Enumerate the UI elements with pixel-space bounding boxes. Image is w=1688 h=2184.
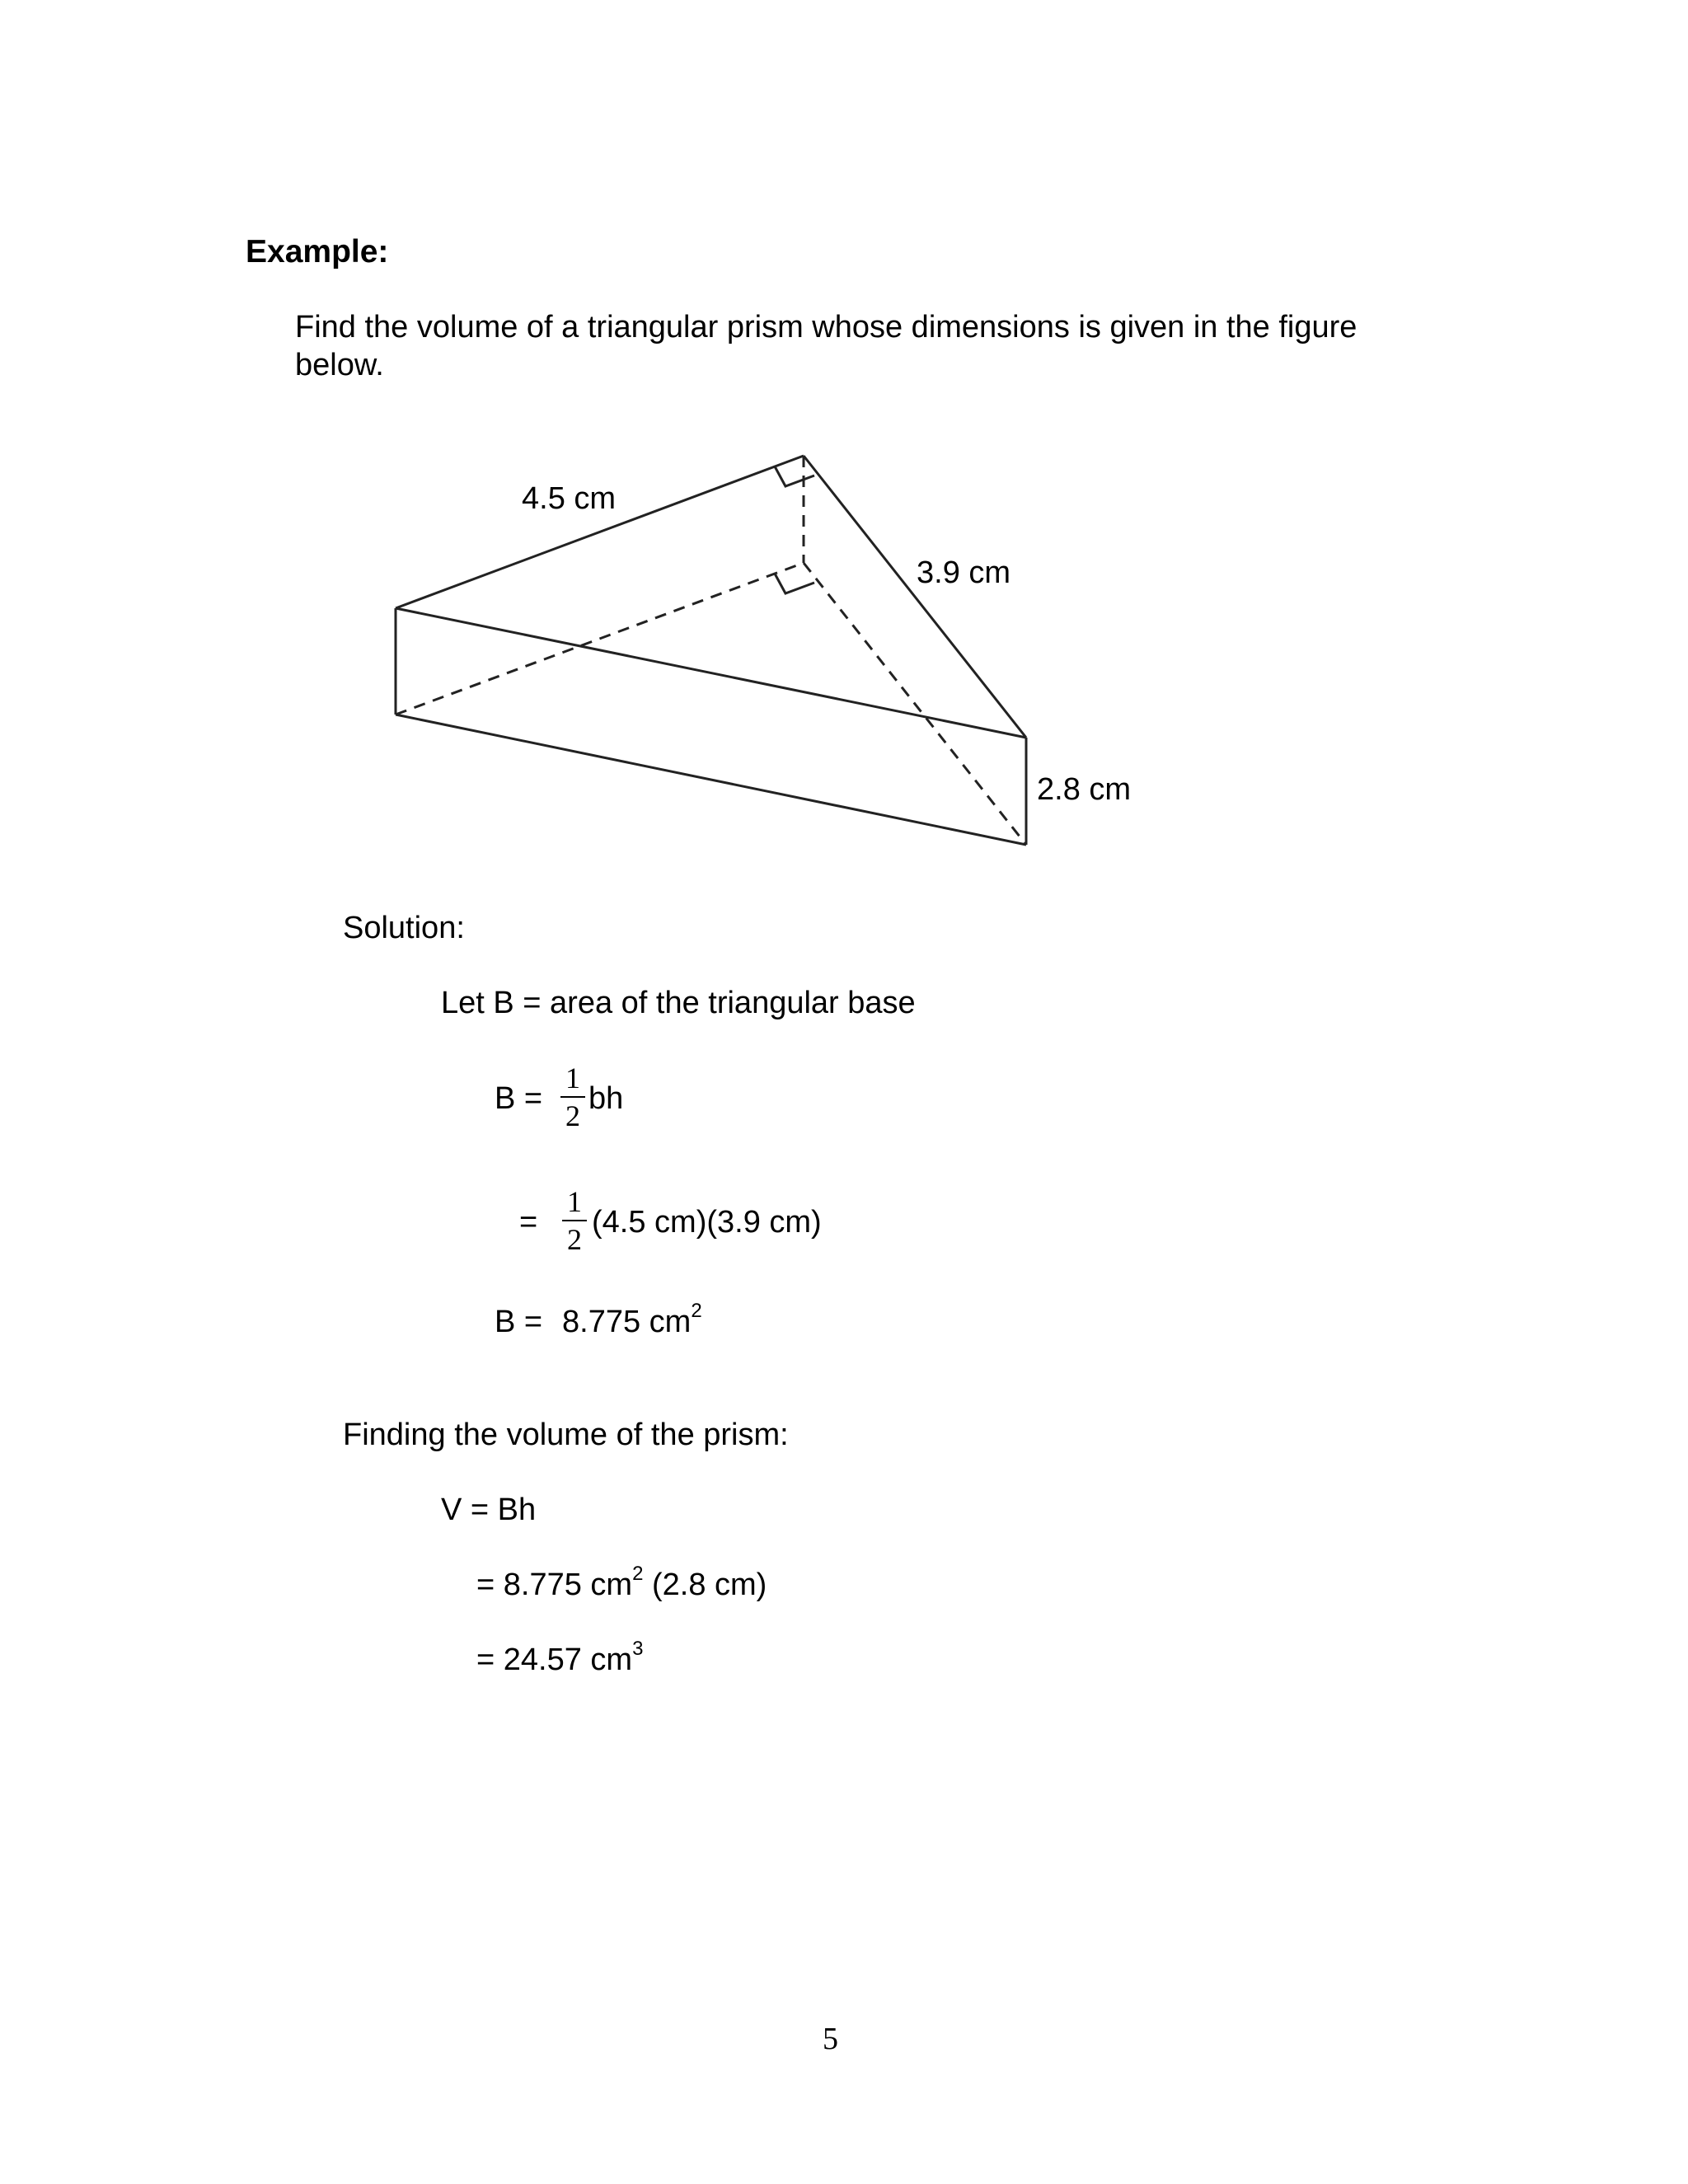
triangular-prism-figure — [0, 0, 1688, 907]
problem-line-1: Find the volume of a triangular prism whose dimensions is given in the figure — [295, 310, 1357, 344]
problem-line-2: below. — [295, 348, 384, 382]
example-heading: Example: — [246, 234, 389, 269]
step2-lhs: = — [519, 1205, 538, 1240]
base-area-value: 8.775 cm — [562, 1305, 692, 1339]
fraction-denominator: 2 — [567, 1223, 582, 1256]
page-number: 5 — [823, 2022, 838, 2056]
prism-top-edge-b — [804, 456, 1026, 738]
dimension-label-2-8: 2.8 cm — [1037, 772, 1132, 807]
right-angle-marker-top — [775, 466, 814, 486]
fraction-numerator: 1 — [567, 1185, 582, 1218]
prism-top-edge-a — [396, 456, 804, 608]
volume-formula: V = Bh — [441, 1493, 537, 1527]
prism-bottom-edge-front — [396, 715, 1026, 845]
step1-lhs: B = — [495, 1081, 543, 1116]
fraction-denominator: 2 — [565, 1099, 580, 1132]
volume-step-1-exponent: 2 — [632, 1563, 644, 1585]
prism-top-edge-front — [396, 608, 1026, 738]
dimension-label-3-9: 3.9 cm — [917, 555, 1011, 590]
solution-label: Solution: — [343, 911, 465, 945]
base-area-exponent: 2 — [691, 1300, 702, 1322]
right-angle-marker-bottom — [775, 574, 814, 593]
fraction-bar — [560, 1096, 585, 1098]
prism-hidden-edge-b — [804, 563, 1026, 845]
fraction-numerator: 1 — [565, 1062, 580, 1094]
dimension-label-4-5: 4.5 cm — [522, 481, 617, 516]
step3-lhs: B = — [495, 1305, 543, 1339]
let-statement: Let B = area of the triangular base — [441, 986, 916, 1020]
base-area-result — [562, 1300, 702, 1341]
step2-rhs: (4.5 cm)(3.9 cm) — [592, 1205, 822, 1240]
volume-result-exponent: 3 — [632, 1638, 644, 1660]
volume-step-1 — [476, 1563, 767, 1604]
step1-rhs: bh — [588, 1081, 624, 1116]
volume-step-1-height: (2.8 cm) — [643, 1568, 767, 1602]
fraction-one-half-2 — [562, 1187, 587, 1254]
volume-result-value: = 24.57 cm — [476, 1643, 633, 1677]
fraction-one-half — [560, 1063, 585, 1131]
volume-label: Finding the volume of the prism: — [343, 1418, 789, 1452]
volume-step-1-value: = 8.775 cm — [476, 1568, 633, 1602]
volume-result — [476, 1638, 644, 1679]
fraction-bar — [562, 1220, 587, 1221]
